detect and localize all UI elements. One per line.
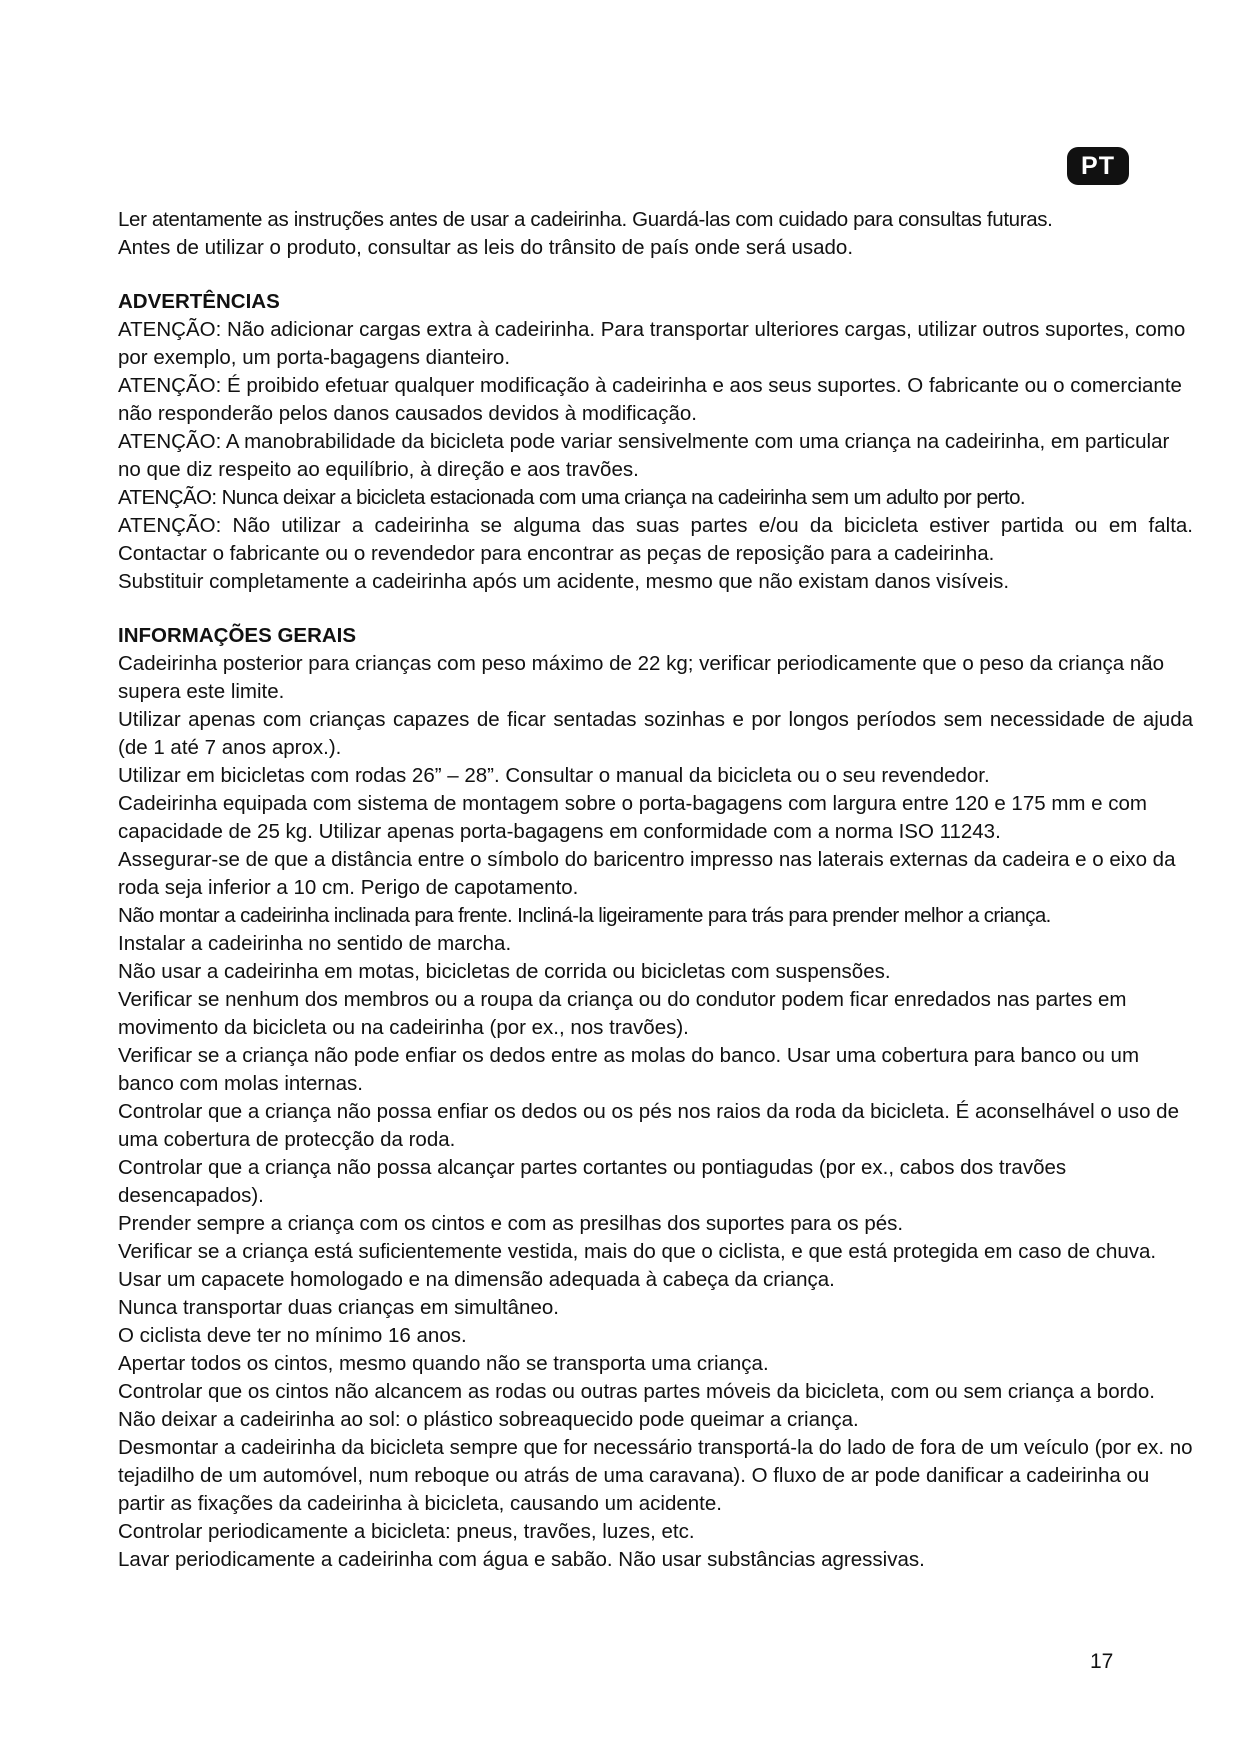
info-paragraph: O ciclista deve ter no mínimo 16 anos. [118,1324,467,1347]
info-paragraph: Nunca transportar duas crianças em simultâneo. [118,1296,559,1319]
info-paragraph: Instalar a cadeirinha no sentido de marcha. [118,932,512,955]
info-paragraph: Usar um capacete homologado e na dimensão adequada à cabeça da criança. [118,1268,835,1291]
info-paragraph: Controlar que a criança não possa enfiar os dedos ou os pés nos raios da roda da bicicleta. É aconselhável o uso de uma cobertura de protecção da roda. [118,1100,1179,1151]
warnings-title: ADVERTÊNCIAS [118,290,280,313]
info-paragraph: Verificar se a criança está suficientemente vestida, mais do que o ciclista, e que está protegida em caso de chuva. [118,1240,1157,1263]
info-paragraph: Apertar todos os cintos, mesmo quando não se transporta uma criança. [118,1352,769,1375]
info-paragraph: Cadeirinha posterior para crianças com peso máximo de 22 kg; verificar periodicamente que o peso da criança não supera este limite. [118,652,1165,703]
info-paragraph: Verificar se a criança não pode enfiar os dedos entre as molas do banco. Usar uma cobertura para banco ou um banco com molas internas. [118,1044,1140,1095]
intro-section [118,206,1193,262]
warning-paragraph: ATENÇÃO: Não utilizar a cadeirinha se alguma das suas partes e/ou da bicicleta estiver partida ou em falta. Contactar o fabricante ou o revendedor para encontrar as peças de reposição para a cadeirinha. [118,514,1193,565]
intro-paragraph: Antes de utilizar o produto, consultar as leis do trânsito de país onde será usado. [118,236,854,259]
warning-paragraph: ATENÇÃO: É proibido efetuar qualquer modificação à cadeirinha e aos seus suportes. O fabricante ou o comerciante não responderão pelos danos causados devidos à modificação. [118,374,1182,425]
info-paragraph: Controlar que a criança não possa alcançar partes cortantes ou pontiagudas (por ex., cabos dos travões desencapados). [118,1156,1067,1207]
info-paragraph: Utilizar apenas com crianças capazes de ficar sentadas sozinhas e por longos períodos sem necessidade de ajuda (de 1 até 7 anos aprox.). [118,708,1193,759]
info-paragraph: Cadeirinha equipada com sistema de montagem sobre o porta-bagagens com largura entre 120 e 175 mm e com capacidade de 25 kg. Utilizar apenas porta-bagagens em conformidade com a norma ISO 11243. [118,792,1147,843]
info-paragraph: Prender sempre a criança com os cintos e com as presilhas dos suportes para os pés. [118,1212,904,1235]
warning-paragraph: ATENÇÃO: Nunca deixar a bicicleta estacionada com uma criança na cadeirinha sem um adulto por perto. [118,486,1026,509]
info-paragraph: Não montar a cadeirinha inclinada para frente. Incliná-la ligeiramente para trás para prender melhor a criança. [118,904,1051,927]
info-paragraph: Verificar se nenhum dos membros ou a roupa da criança ou do condutor podem ficar enredados nas partes em movimento da bicicleta ou na cadeirinha (por ex., nos travões). [118,988,1127,1039]
info-paragraph: Não deixar a cadeirinha ao sol: o plástico sobreaquecido pode queimar a criança. [118,1408,859,1431]
info-paragraph: Lavar periodicamente a cadeirinha com água e sabão. Não usar substâncias agressivas. [118,1548,925,1571]
warning-paragraph: ATENÇÃO: A manobrabilidade da bicicleta pode variar sensivelmente com uma criança na cadeirinha, em particular no que diz respeito ao equilíbrio, à direção e aos travões. [118,430,1170,481]
intro-paragraph: Ler atentamente as instruções antes de usar a cadeirinha. Guardá-las com cuidado para consultas futuras. [118,208,1053,231]
info-paragraph: Assegurar-se de que a distância entre o símbolo do baricentro impresso nas laterais externas da cadeira e o eixo da roda seja inferior a 10 cm. Perigo de capotamento. [118,848,1176,899]
info-paragraph: Não usar a cadeirinha em motas, bicicletas de corrida ou bicicletas com suspensões. [118,960,891,983]
info-paragraph: Controlar que os cintos não alcancem as rodas ou outras partes móveis da bicicleta, com ou sem criança a bordo. [118,1380,1155,1403]
info-paragraph: Controlar periodicamente a bicicleta: pneus, travões, luzes, etc. [118,1520,695,1543]
info-paragraph: Desmontar a cadeirinha da bicicleta sempre que for necessário transportá-la do lado de fora de um veículo (por ex. no tejadilho de um automóvel, num reboque ou atrás de uma caravana). O fluxo de ar pode danificar a cadeirinha ou partir as fixações da cadeirinha à bicicleta, causando um acidente. [118,1436,1193,1515]
general-info-title: INFORMAÇÕES GERAIS [118,624,357,647]
warning-paragraph: Substituir completamente a cadeirinha após um acidente, mesmo que não existam danos visíveis. [118,570,1010,593]
document-body [118,206,1193,1574]
info-paragraph: Utilizar em bicicletas com rodas 26” – 28”. Consultar o manual da bicicleta ou o seu revendedor. [118,764,990,787]
language-badge: PT [1067,147,1129,185]
warning-paragraph: ATENÇÃO: Não adicionar cargas extra à cadeirinha. Para transportar ulteriores cargas, utilizar outros suportes, como por exemplo, um porta-bagagens dianteiro. [118,318,1186,369]
general-info-section [118,622,1193,1574]
warnings-section [118,288,1193,596]
page-number: 17 [1090,1650,1114,1673]
